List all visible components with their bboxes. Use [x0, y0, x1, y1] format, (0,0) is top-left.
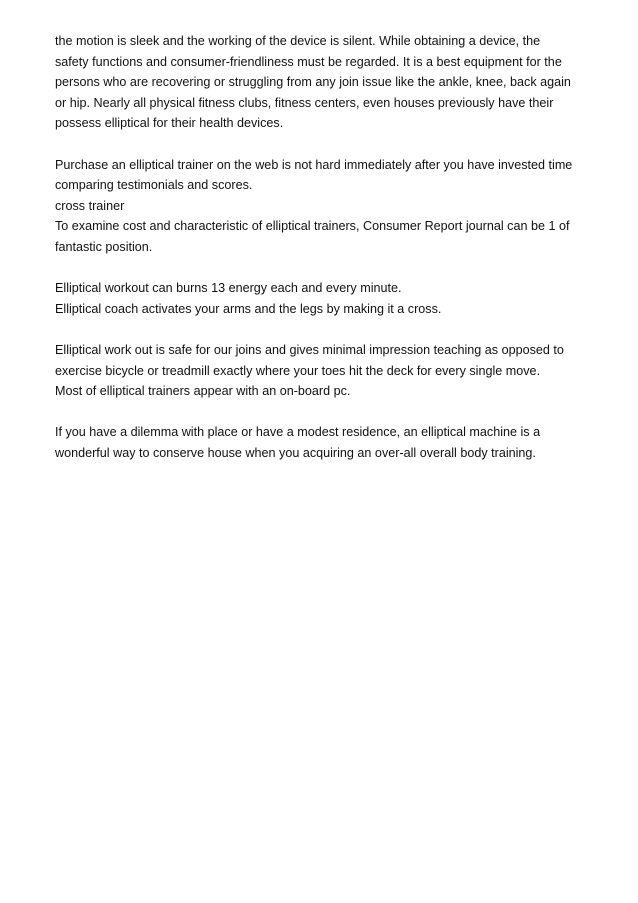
- text-line: If you have a dilemma with place or have a modest residence, an elliptical machine is a: [55, 425, 541, 440]
- text-line: Most of elliptical trainers appear with an on-board pc.: [55, 384, 351, 399]
- text-line: or hip. Nearly all physical fitness clubs, fitness centers, even houses previously have their: [55, 95, 554, 110]
- text-line: possess elliptical for their health devices.: [55, 116, 284, 131]
- text-line: comparing testimonials and scores.: [55, 178, 253, 193]
- text-line: To examine cost and characteristic of elliptical trainers, Consumer Report journal can be 1 of: [55, 219, 570, 234]
- text-line: Elliptical workout can burns 13 energy each and every minute.: [55, 281, 402, 296]
- text-line: Elliptical work out is safe for our joins and gives minimal impression teaching as opposed to: [55, 342, 564, 357]
- paragraph-1: [55, 31, 595, 134]
- paragraph-2: [55, 155, 595, 258]
- text-line: fantastic position.: [55, 239, 153, 254]
- text-line: exercise bicycle or treadmill exactly where your toes hit the deck for every single move.: [55, 363, 541, 378]
- text-line: Purchase an elliptical trainer on the web is not hard immediately after you have invested time: [55, 157, 573, 172]
- text-line: cross trainer: [55, 198, 125, 213]
- document-body: [55, 31, 595, 484]
- text-line: wonderful way to conserve house when you acquiring an over-all overall body training.: [55, 445, 536, 460]
- text-line: safety functions and consumer-friendliness must be regarded. It is a best equipment for the: [55, 54, 562, 69]
- paragraph-3: [55, 278, 595, 319]
- text-line: the motion is sleek and the working of the device is silent. While obtaining a device, the: [55, 34, 541, 48]
- paragraph-5: [55, 422, 595, 463]
- text-line: Elliptical coach activates your arms and the legs by making it a cross.: [55, 301, 442, 316]
- text-line: persons who are recovering or struggling from any join issue like the ankle, knee, back again: [55, 75, 571, 90]
- paragraph-4: [55, 340, 595, 402]
